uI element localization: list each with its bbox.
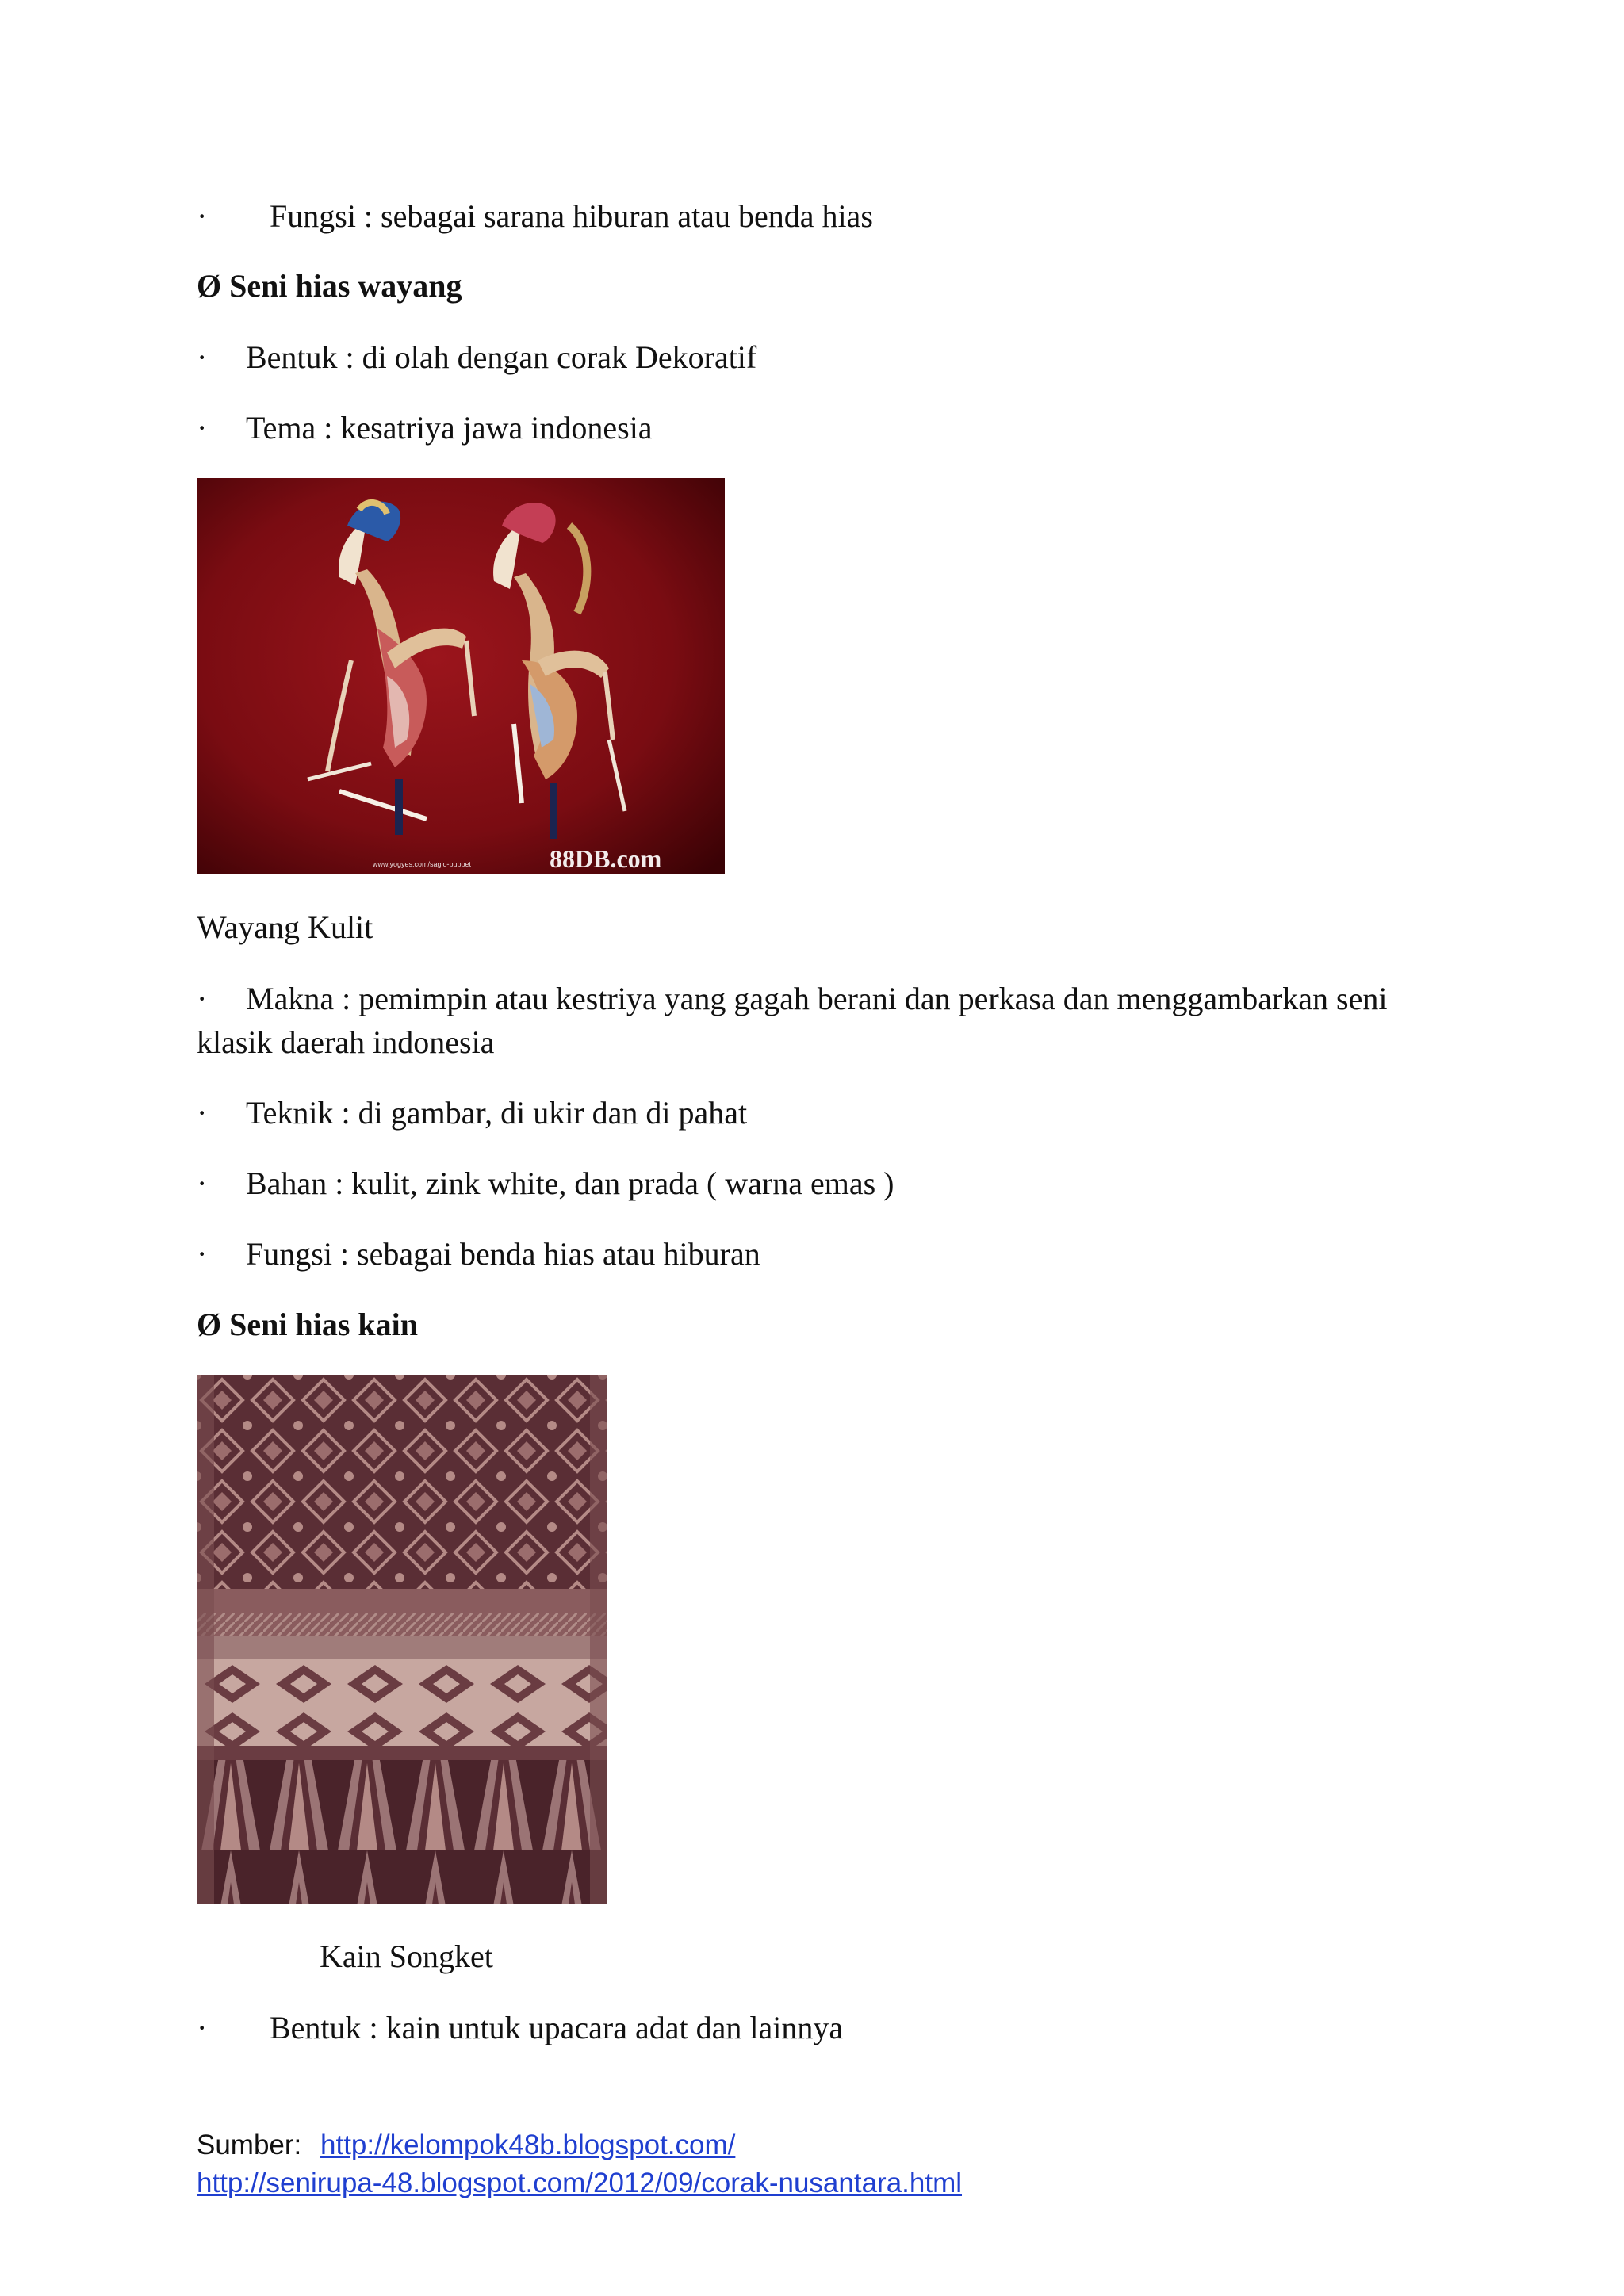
- bentuk-kain-text: Bentuk : kain untuk upacara adat dan lainnya: [270, 2010, 844, 2045]
- bullet-dot: ·: [197, 1236, 208, 1272]
- source-line-2: [197, 2165, 962, 2202]
- watermark-small: www.yogyes.com/sagio-puppet: [373, 860, 472, 868]
- heading-seni-hias-kain: Ø Seni hias kain: [197, 1307, 419, 1342]
- bentuk-dekoratif-text: Bentuk : di olah dengan corak Dekoratif: [246, 339, 757, 375]
- watermark-big: 88DB.com: [550, 844, 662, 873]
- wayang-kulit-image: [197, 478, 725, 874]
- makna-text-line1: Makna : pemimpin atau kestriya yang gagah berani dan perkasa dan menggambarkan seni: [246, 981, 1388, 1016]
- source-line-1: [197, 2127, 735, 2164]
- bullet-dot: ·: [197, 339, 208, 375]
- source-link-kelompok48b[interactable]: http://kelompok48b.blogspot.com/: [320, 2130, 736, 2160]
- teknik-text: Teknik : di gambar, di ukir dan di pahat: [246, 1095, 748, 1131]
- songket-illustration: [197, 1375, 607, 1904]
- kain-songket-image: [197, 1375, 607, 1904]
- source-link-senirupa48[interactable]: http://senirupa-48.blogspot.com/2012/09/corak-nusantara.html: [197, 2168, 963, 2198]
- caption-kain-songket: Kain Songket: [320, 1938, 493, 1974]
- bullet-dot: ·: [197, 1095, 208, 1131]
- bullet-dot: ·: [197, 981, 208, 1016]
- bullet-dot: ·: [197, 1165, 208, 1201]
- caption-wayang-kulit: Wayang Kulit: [197, 909, 373, 945]
- wayang-illustration: [197, 478, 725, 874]
- tema-text: Tema : kesatriya jawa indonesia: [246, 410, 653, 446]
- bullet-dot: ·: [197, 410, 208, 446]
- source-label: Sumber:: [197, 2130, 302, 2160]
- heading-seni-hias-wayang: Ø Seni hias wayang: [197, 268, 462, 304]
- bullet-dot: ·: [197, 2010, 208, 2045]
- fungsi-hiburan-text: Fungsi : sebagai sarana hiburan atau benda hias: [270, 198, 873, 234]
- bahan-text: Bahan : kulit, zink white, dan prada ( warna emas ): [246, 1165, 894, 1201]
- fungsi-benda-hias-text: Fungsi : sebagai benda hias atau hiburan: [246, 1236, 760, 1272]
- makna-text-line2: klasik daerah indonesia: [197, 1024, 495, 1060]
- bullet-dot: ·: [197, 198, 208, 234]
